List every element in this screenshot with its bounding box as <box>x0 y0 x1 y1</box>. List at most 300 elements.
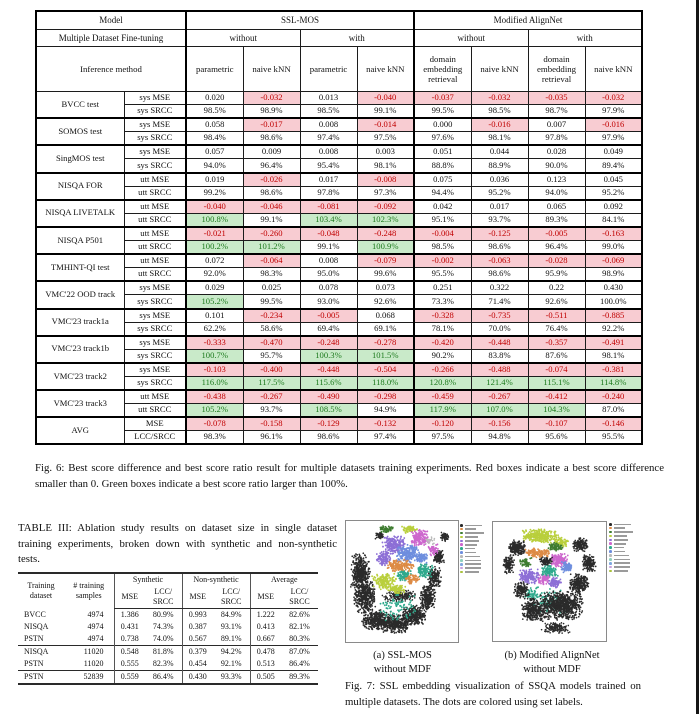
legend-dot-icon <box>609 535 612 538</box>
table3-col-training-dataset: Training dataset <box>27 581 55 601</box>
header-model: Model <box>36 11 186 30</box>
table3-cell: 0.379 <box>182 646 213 659</box>
metric-cell: sys SRCC <box>124 132 186 146</box>
legend-label <box>614 539 628 541</box>
fig6-results-table <box>35 10 643 445</box>
value-cell: 99.2% <box>186 186 243 200</box>
value-cell: 97.8% <box>528 132 585 146</box>
value-cell: 98.1% <box>585 349 642 363</box>
table3-cell: 84.9% <box>220 610 242 619</box>
value-cell: 0.000 <box>414 118 471 132</box>
value-cell: 0.009 <box>243 145 300 159</box>
value-cell: 94.9% <box>357 404 414 418</box>
legend-dot-icon <box>609 566 612 569</box>
value-cell: 100.8% <box>186 213 243 227</box>
table3-cell: 86.4% <box>289 659 310 668</box>
dataset-name-cell: VMC'23 track3 <box>36 390 124 417</box>
metric-cell: sys MSE <box>124 92 186 105</box>
value-cell: -0.037 <box>414 92 471 105</box>
legend-label <box>465 544 477 546</box>
table3-cell: 1.386 <box>114 609 145 622</box>
legend-dot-icon <box>609 546 612 549</box>
value-cell: 83.8% <box>471 349 528 363</box>
table3-cell: 81.8% <box>145 646 182 659</box>
value-cell: 98.6% <box>300 431 357 445</box>
subcaption-a-line1: (a) SSL-MOS <box>373 650 432 661</box>
table3-cell: 0.993 <box>182 609 213 622</box>
value-cell: -0.032 <box>243 92 300 105</box>
legend-dot-icon <box>460 528 463 531</box>
legend-entry <box>609 570 633 573</box>
subcaption-b-line1: (b) Modified AlignNet <box>504 650 600 661</box>
value-cell: 73.3% <box>414 295 471 309</box>
value-cell: -0.260 <box>243 227 300 241</box>
value-cell: -0.002 <box>414 254 471 268</box>
value-cell: 0.007 <box>528 118 585 132</box>
legend-entry <box>609 554 633 557</box>
value-cell: 104.3% <box>528 404 585 418</box>
value-cell: 98.3% <box>243 268 300 282</box>
value-cell: 0.044 <box>471 145 528 159</box>
value-cell: 0.078 <box>300 281 357 295</box>
header-inference-method: Inference method <box>36 47 186 92</box>
legend-entry <box>460 571 484 574</box>
legend-dot-icon <box>609 531 612 534</box>
value-cell: 98.7% <box>528 105 585 119</box>
metric-cell: sys SRCC <box>124 376 186 390</box>
value-cell: -0.885 <box>585 309 642 323</box>
value-cell: 78.1% <box>414 322 471 336</box>
legend-dot-icon <box>609 550 612 553</box>
table3-cell: 0.430 <box>182 671 213 685</box>
fig6-row <box>36 390 642 404</box>
value-cell: 0.008 <box>300 145 357 159</box>
fig7-legend-a <box>460 524 484 573</box>
legend-label <box>465 548 475 550</box>
value-cell: -0.511 <box>528 309 585 323</box>
value-cell: -0.017 <box>243 118 300 132</box>
value-cell: -0.333 <box>186 336 243 350</box>
value-cell: 0.058 <box>186 118 243 132</box>
legend-label <box>465 567 481 569</box>
value-cell: 100.7% <box>186 349 243 363</box>
table3-cell: 0.559 <box>114 671 145 685</box>
value-cell: -0.026 <box>243 173 300 187</box>
metric-cell: utt MSE <box>124 254 186 268</box>
scatter-a <box>346 521 458 642</box>
value-cell: 0.036 <box>471 173 528 187</box>
fig6-row <box>36 200 642 214</box>
dataset-name-cell: VMC'23 track1a <box>36 309 124 336</box>
value-cell: 0.049 <box>585 145 642 159</box>
metric-cell: sys SRCC <box>124 295 186 309</box>
value-cell: -0.040 <box>186 200 243 214</box>
value-cell: 0.073 <box>357 281 414 295</box>
legend-label <box>465 528 476 530</box>
value-cell: -0.735 <box>471 309 528 323</box>
table3-cell: 0.738 <box>114 633 145 646</box>
scatter-b <box>493 522 606 641</box>
value-cell: 101.2% <box>243 241 300 255</box>
value-cell: 94.8% <box>471 431 528 445</box>
legend-entry <box>460 567 484 570</box>
legend-label <box>614 551 625 553</box>
value-cell: 96.1% <box>243 431 300 445</box>
metric-cell: sys SRCC <box>124 322 186 336</box>
legend-entry <box>460 555 484 558</box>
table3-cell: 0.413 <box>250 621 281 633</box>
value-cell: 71.4% <box>471 295 528 309</box>
legend-dot-icon <box>609 554 612 557</box>
header-sslmos: SSL-MOS <box>186 11 414 30</box>
table3-cell: 74.0% <box>152 634 174 643</box>
value-cell: 62.2% <box>186 322 243 336</box>
value-cell: 93.0% <box>300 295 357 309</box>
table3-sub-mse: MSE <box>182 586 213 609</box>
table3-row <box>18 609 318 622</box>
value-cell: 98.6% <box>471 241 528 255</box>
value-cell: 98.6% <box>243 132 300 146</box>
metric-cell: sys MSE <box>124 336 186 350</box>
value-cell: 115.6% <box>300 376 357 390</box>
legend-dot-icon <box>460 532 463 535</box>
header-without-2: without <box>414 30 528 47</box>
value-cell: 98.9% <box>585 268 642 282</box>
table3-cell: 4974 <box>87 634 104 643</box>
table3-cell: 1.222 <box>250 609 281 622</box>
table3-cell: 94.2% <box>213 646 250 659</box>
table3-cell: 93.3% <box>213 671 250 685</box>
value-cell: -0.103 <box>186 363 243 377</box>
value-cell: -0.266 <box>414 363 471 377</box>
value-cell: -0.267 <box>243 390 300 404</box>
fig6-row <box>36 227 642 241</box>
table3-cell: 89.1% <box>220 634 242 643</box>
header-col: naive kNN <box>357 47 414 92</box>
value-cell: 87.0% <box>585 404 642 418</box>
legend-dot-icon <box>609 542 612 545</box>
legend-entry <box>460 563 484 566</box>
dataset-name-cell: AVG <box>36 417 124 444</box>
value-cell: 0.028 <box>528 145 585 159</box>
value-cell: 0.025 <box>243 281 300 295</box>
legend-entry <box>609 558 633 561</box>
legend-dot-icon <box>460 524 463 527</box>
table3-cell: 80.9% <box>152 610 174 619</box>
header-col: naive kNN <box>471 47 528 92</box>
legend-dot-icon <box>609 570 612 573</box>
fig6-row <box>36 213 642 227</box>
table3-col-samples: # training samples <box>73 581 105 601</box>
value-cell: 117.5% <box>243 376 300 390</box>
value-cell: 0.045 <box>585 173 642 187</box>
table3-tbody <box>18 609 318 685</box>
value-cell: -0.248 <box>357 227 414 241</box>
table3-row <box>18 621 318 633</box>
value-cell: 0.075 <box>414 173 471 187</box>
legend-dot-icon <box>460 563 463 566</box>
fig6-row <box>36 322 642 336</box>
value-cell: 88.8% <box>414 159 471 173</box>
value-cell: -0.120 <box>414 417 471 431</box>
table3-sub-lcc: LCC/ SRCC <box>145 586 182 609</box>
fig6-caption: Fig. 6: Best score difference and best score ratio result for multiple datasets training experiments. Red boxes indicate a best score difference smaller than 0. Green boxes indicate a best score ratio larger than 100%. <box>35 462 664 490</box>
table3-group-synthetic: Synthetic <box>114 573 182 586</box>
header-finetune: Multiple Dataset Fine-tuning <box>36 30 186 47</box>
value-cell: -0.400 <box>243 363 300 377</box>
value-cell: 92.6% <box>357 295 414 309</box>
value-cell: 0.430 <box>585 281 642 295</box>
metric-cell: utt MSE <box>124 200 186 214</box>
table3-row <box>18 658 318 671</box>
value-cell: 94.0% <box>186 159 243 173</box>
fig6-row <box>36 173 642 187</box>
dataset-name-cell: SOMOS test <box>36 118 124 145</box>
value-cell: -0.069 <box>585 254 642 268</box>
table3-cell: 4974 <box>87 622 104 631</box>
value-cell: -0.008 <box>357 173 414 187</box>
table3-sub-lcc: LCC/ SRCC <box>281 586 318 609</box>
table3-ablation-table <box>18 572 318 685</box>
metric-cell: sys MSE <box>124 363 186 377</box>
legend-label <box>465 540 479 542</box>
value-cell: -0.021 <box>186 227 243 241</box>
table3-cell: 92.1% <box>220 659 242 668</box>
value-cell: -0.459 <box>414 390 471 404</box>
value-cell: 0.068 <box>357 309 414 323</box>
value-cell: 117.9% <box>414 404 471 418</box>
value-cell: 0.019 <box>186 173 243 187</box>
legend-dot-icon <box>460 555 463 558</box>
header-col: parametric <box>186 47 243 92</box>
dataset-name-cell: VMC'23 track2 <box>36 363 124 390</box>
legend-label <box>465 525 482 527</box>
value-cell: -0.248 <box>300 336 357 350</box>
value-cell: 118.0% <box>357 376 414 390</box>
metric-cell: sys SRCC <box>124 105 186 119</box>
value-cell: -0.267 <box>471 390 528 404</box>
value-cell: -0.074 <box>528 363 585 377</box>
value-cell: -0.420 <box>414 336 471 350</box>
table3-caption: TABLE III: Ablation study results on dataset size in single dataset training experiments, broken down with synthetic and non-synthetic tests. <box>18 522 337 565</box>
header-col: domain embedding retrieval <box>414 47 471 92</box>
table3-cell: 89.3% <box>281 671 318 685</box>
value-cell: 70.0% <box>471 322 528 336</box>
legend-entry <box>609 527 633 530</box>
table3-cell: 87.0% <box>281 646 318 659</box>
legend-entry <box>609 539 633 542</box>
value-cell: 95.5% <box>585 431 642 445</box>
value-cell: 98.1% <box>471 132 528 146</box>
subcaption-a-line2: without MDF <box>373 663 432 675</box>
table3-cell: 82.3% <box>152 659 174 668</box>
value-cell: 69.1% <box>357 322 414 336</box>
value-cell: 95.0% <box>300 268 357 282</box>
header-col: domain embedding retrieval <box>528 47 585 92</box>
value-cell: -0.381 <box>585 363 642 377</box>
fig6-row <box>36 92 642 105</box>
metric-cell: sys MSE <box>124 145 186 159</box>
table3-cell: 74.3% <box>152 622 174 631</box>
value-cell: 0.003 <box>357 145 414 159</box>
legend-entry <box>460 551 484 554</box>
metric-cell: utt SRCC <box>124 404 186 418</box>
value-cell: 99.1% <box>243 213 300 227</box>
legend-entry <box>609 546 633 549</box>
value-cell: -0.028 <box>528 254 585 268</box>
value-cell: 96.4% <box>528 241 585 255</box>
value-cell: 0.051 <box>414 145 471 159</box>
value-cell: 96.4% <box>243 159 300 173</box>
value-cell: -0.490 <box>300 390 357 404</box>
legend-dot-icon <box>460 540 463 543</box>
fig6-row <box>36 404 642 418</box>
value-cell: 92.6% <box>528 295 585 309</box>
value-cell: -0.357 <box>528 336 585 350</box>
value-cell: -0.035 <box>528 92 585 105</box>
legend-label <box>614 543 626 545</box>
metric-cell: utt SRCC <box>124 186 186 200</box>
table3-cell: 11020 <box>83 659 104 668</box>
value-cell: 99.5% <box>243 295 300 309</box>
table3-cell: 93.1% <box>220 622 242 631</box>
dataset-name-cell: TMHINT-QI test <box>36 254 124 281</box>
fig6-row <box>36 268 642 282</box>
metric-cell: utt MSE <box>124 173 186 187</box>
legend-entry <box>460 559 484 562</box>
metric-cell: sys SRCC <box>124 159 186 173</box>
value-cell: -0.448 <box>300 363 357 377</box>
table3-cell: PSTN <box>24 634 44 643</box>
header-with-2: with <box>528 30 642 47</box>
legend-label <box>465 536 478 538</box>
value-cell: -0.040 <box>357 92 414 105</box>
legend-label <box>465 560 481 562</box>
value-cell: -0.298 <box>357 390 414 404</box>
legend-dot-icon <box>460 547 463 550</box>
header-without-1: without <box>186 30 300 47</box>
fig6-row <box>36 363 642 377</box>
value-cell: 90.2% <box>414 349 471 363</box>
header-row-finetune <box>36 30 642 47</box>
value-cell: 0.017 <box>471 200 528 214</box>
value-cell: 0.092 <box>585 200 642 214</box>
legend-dot-icon <box>460 536 463 539</box>
metric-cell: utt SRCC <box>124 241 186 255</box>
value-cell: 114.8% <box>585 376 642 390</box>
legend-entry <box>460 540 484 543</box>
dataset-name-cell: VMC'22 OOD track <box>36 281 124 308</box>
value-cell: -0.129 <box>300 417 357 431</box>
fig7-plot-b <box>492 521 607 642</box>
value-cell: -0.125 <box>471 227 528 241</box>
table3-group-average: Average <box>250 573 318 586</box>
table3-cell: 0.667 <box>250 633 281 646</box>
fig6-row <box>36 254 642 268</box>
table3-cell: PSTN <box>24 659 44 668</box>
fig6-row <box>36 295 642 309</box>
legend-entry <box>460 543 484 546</box>
value-cell: 97.8% <box>300 186 357 200</box>
legend-entry <box>460 532 484 535</box>
table3-cell: NISQA <box>18 646 64 659</box>
value-cell: 100.3% <box>300 349 357 363</box>
legend-label <box>614 566 630 568</box>
value-cell: 100.2% <box>186 241 243 255</box>
dataset-name-cell: SingMOS test <box>36 145 124 172</box>
value-cell: -0.240 <box>585 390 642 404</box>
legend-label <box>614 527 625 529</box>
dataset-name-cell: BVCC test <box>36 92 124 119</box>
legend-dot-icon <box>609 523 612 526</box>
legend-entry <box>609 542 633 545</box>
table3-cell: 52839 <box>64 671 114 685</box>
table3-cell: 0.567 <box>182 633 213 646</box>
table3-cell: 80.3% <box>289 634 310 643</box>
value-cell: 0.008 <box>300 118 357 132</box>
table3-sub-mse: MSE <box>114 586 145 609</box>
value-cell: 58.6% <box>243 322 300 336</box>
value-cell: 97.9% <box>585 105 642 119</box>
value-cell: 99.5% <box>414 105 471 119</box>
value-cell: 98.6% <box>471 268 528 282</box>
table3-cell: 0.431 <box>114 621 145 633</box>
table3-cell: BVCC <box>24 609 46 619</box>
legend-label <box>614 570 628 572</box>
value-cell: 98.3% <box>186 431 243 445</box>
value-cell: -0.491 <box>585 336 642 350</box>
value-cell: 116.0% <box>186 376 243 390</box>
table3-group-nonsynthetic: Non-synthetic <box>182 573 250 586</box>
value-cell: 97.4% <box>300 132 357 146</box>
table3-row <box>18 646 318 659</box>
value-cell: 98.5% <box>471 105 528 119</box>
value-cell: 98.9% <box>243 105 300 119</box>
legend-label <box>465 532 484 534</box>
value-cell: 100.9% <box>357 241 414 255</box>
value-cell: 0.065 <box>528 200 585 214</box>
value-cell: -0.005 <box>528 227 585 241</box>
value-cell: 95.2% <box>471 186 528 200</box>
legend-label <box>465 563 481 565</box>
fig6-row <box>36 241 642 255</box>
legend-label <box>614 531 633 533</box>
value-cell: -0.064 <box>243 254 300 268</box>
value-cell: 99.1% <box>357 105 414 119</box>
subcaption-b-line2: without MDF <box>523 663 581 675</box>
legend-dot-icon <box>460 559 463 562</box>
value-cell: 69.4% <box>300 322 357 336</box>
table3-row <box>18 633 318 646</box>
value-cell: -0.048 <box>300 227 357 241</box>
value-cell: 105.2% <box>186 404 243 418</box>
fig7-legend-b <box>609 523 633 572</box>
value-cell: 0.008 <box>300 254 357 268</box>
value-cell: -0.005 <box>300 309 357 323</box>
value-cell: 94.4% <box>414 186 471 200</box>
legend-entry <box>609 531 633 534</box>
value-cell: 101.5% <box>357 349 414 363</box>
legend-label <box>614 559 630 561</box>
value-cell: -0.016 <box>471 118 528 132</box>
value-cell: 98.1% <box>357 159 414 173</box>
header-col: parametric <box>300 47 357 92</box>
metric-cell: utt MSE <box>124 390 186 404</box>
value-cell: -0.328 <box>414 309 471 323</box>
value-cell: 0.101 <box>186 309 243 323</box>
value-cell: 0.029 <box>186 281 243 295</box>
value-cell: 0.042 <box>414 200 471 214</box>
